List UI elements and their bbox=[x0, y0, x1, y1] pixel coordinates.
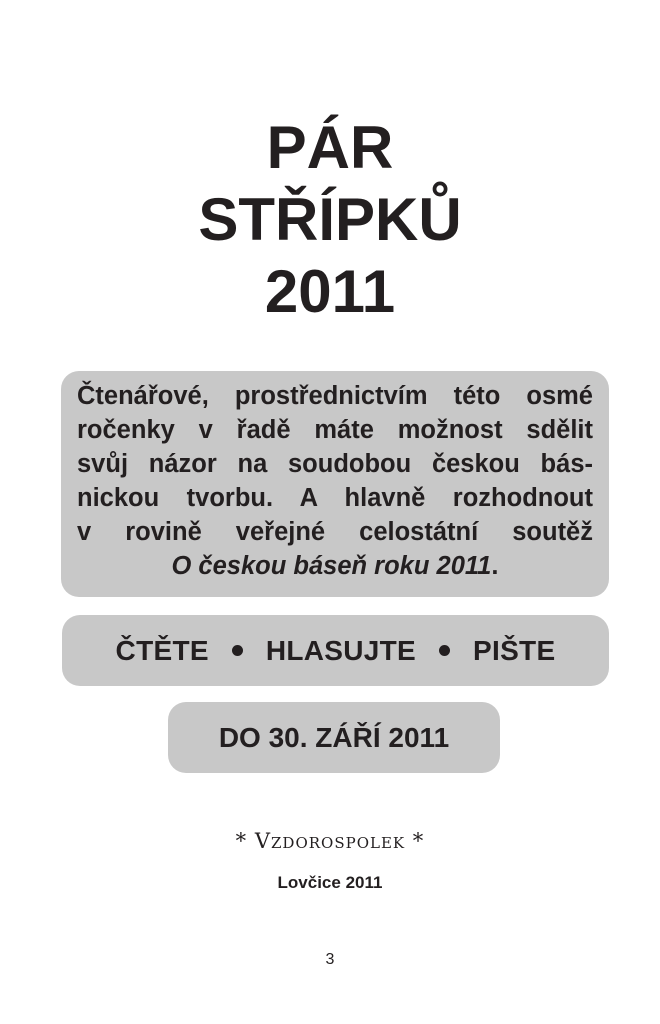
place-year: Lovčice 2011 bbox=[277, 873, 383, 892]
title-line-2: STŘÍPKŮ bbox=[198, 186, 462, 253]
title-line-3: 2011 bbox=[264, 258, 396, 325]
actions-panel bbox=[62, 615, 609, 686]
action-read: ČTĚTE bbox=[115, 634, 209, 666]
intro-panel bbox=[61, 371, 609, 597]
publisher-name: * Vzdorospolek * bbox=[235, 829, 425, 853]
deadline-panel bbox=[168, 702, 500, 773]
bullet-icon bbox=[232, 645, 243, 656]
intro-end-punct: . bbox=[491, 552, 499, 580]
intro-text bbox=[77, 379, 593, 583]
intro-line: ročenky v řadě máte možnost sdělit bbox=[77, 416, 593, 444]
action-write: PIŠTE bbox=[473, 634, 556, 666]
actions-row bbox=[62, 615, 609, 686]
deadline-text: DO 30. ZÁŘÍ 2011 bbox=[218, 721, 450, 753]
page-number: 3 bbox=[325, 951, 335, 968]
intro-line: svůj názor na soudobou českou bás- bbox=[77, 450, 593, 478]
intro-line: Čtenářové, prostřednictvím této osmé bbox=[77, 382, 593, 410]
contest-name: O českou báseň roku 2011 bbox=[171, 552, 492, 580]
intro-last-line bbox=[77, 549, 593, 583]
action-vote: HLASUJTE bbox=[265, 634, 417, 666]
title-line-1: PÁR bbox=[266, 114, 394, 181]
intro-line: v rovině veřejné celostátní soutěž bbox=[77, 518, 593, 546]
page-title bbox=[0, 112, 660, 328]
bullet-icon bbox=[439, 645, 450, 656]
intro-line: nickou tvorbu. A hlavně rozhodnout bbox=[77, 484, 593, 512]
